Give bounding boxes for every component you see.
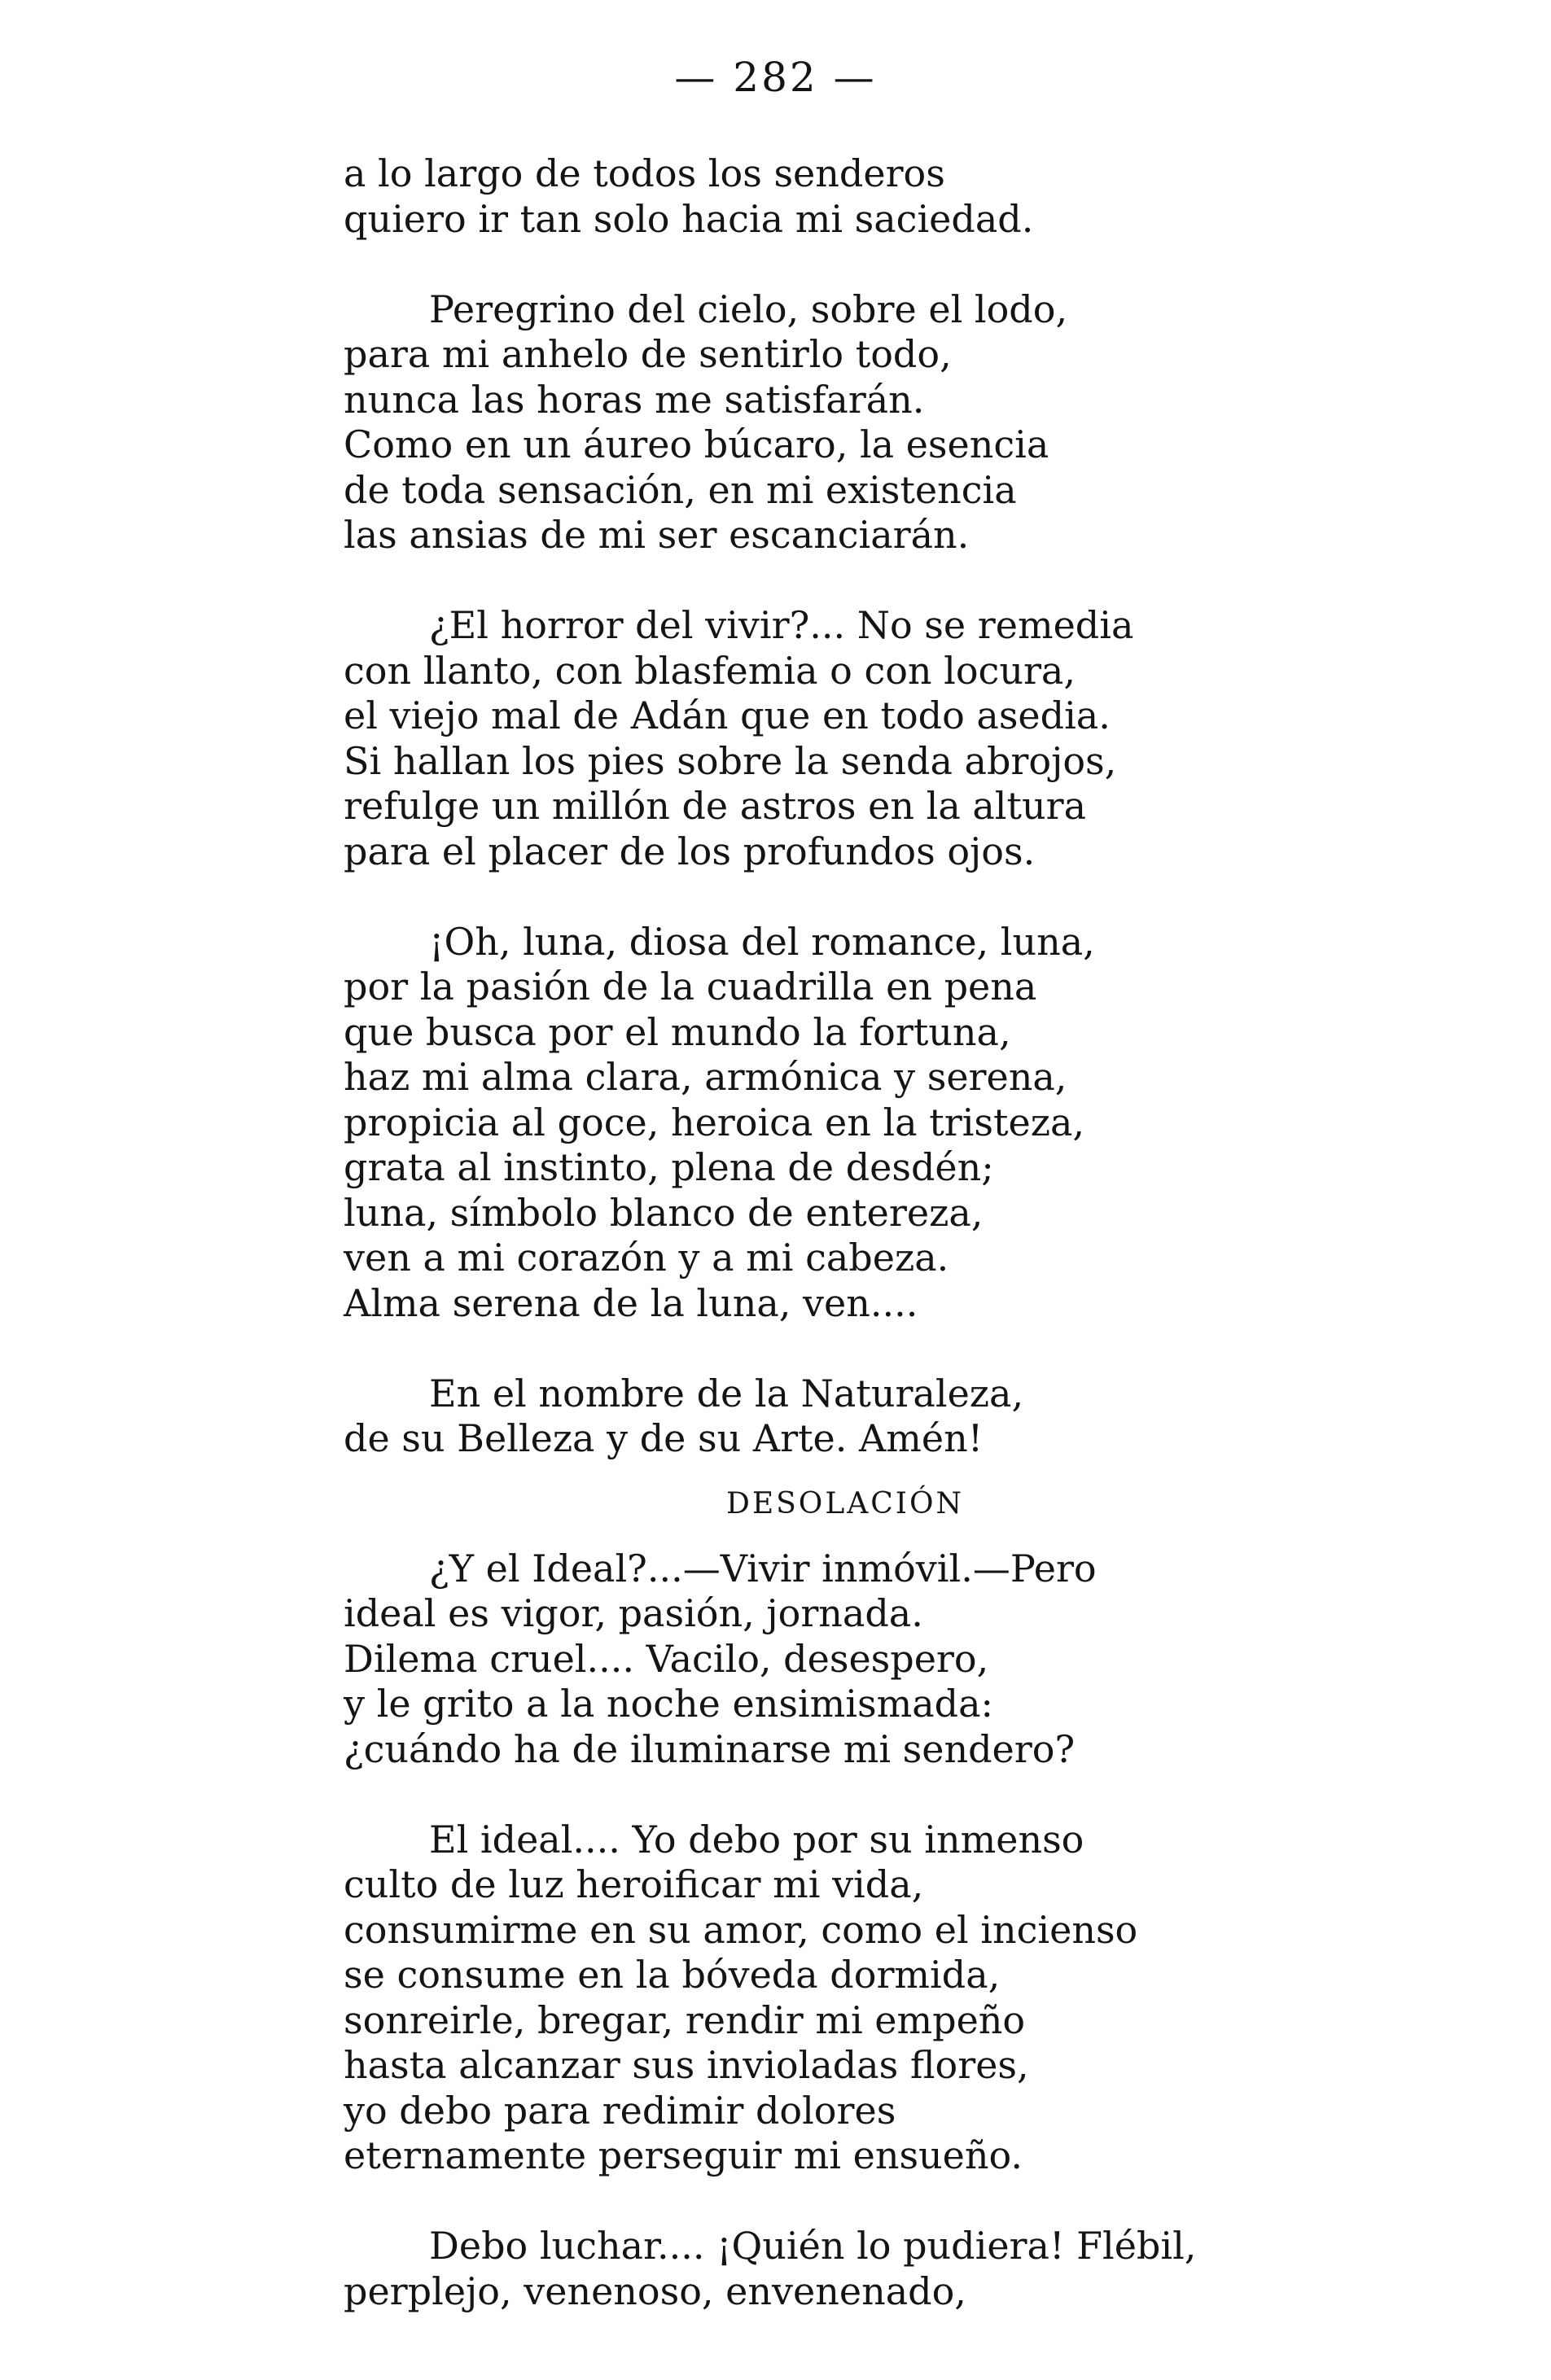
verse-line: Peregrino del cielo, sobre el lodo,	[429, 287, 1068, 331]
verse-line: Si hallan los pies sobre la senda abrojos,	[344, 738, 1117, 783]
verse-line: y le grito a la noche ensimismada:	[344, 1682, 993, 1726]
verse-line: Dilema cruel.... Vacilo, desespero,	[344, 1636, 989, 1681]
verse-line: consumirme en su amor, como el incienso	[344, 1907, 1138, 1952]
poem-text	[344, 151, 1288, 2314]
verse-line: luna, símbolo blanco de entereza,	[344, 1190, 984, 1235]
verse-line: ¿cuándo ha de iluminarse mi sendero?	[344, 1726, 1076, 1771]
verse-line: para el placer de los profundos ojos.	[344, 829, 1036, 873]
verse-line: ideal es vigor, pasión, jornada.	[344, 1591, 923, 1635]
verse-line: las ansias de mi ser escanciarán.	[344, 513, 970, 557]
verse-line: El ideal.... Yo debo por su inmenso	[429, 1817, 1084, 1862]
verse-line: Alma serena de la luna, ven....	[344, 1280, 918, 1325]
stanza-break	[344, 874, 1288, 920]
verse-line: con llanto, con blasfemia o con locura,	[344, 648, 1076, 693]
verse-line: ¡Oh, luna, diosa del romance, luna,	[429, 919, 1095, 964]
verse-line: el viejo mal de Adán que en todo asedia.	[344, 693, 1111, 737]
stanza-break	[344, 2179, 1288, 2225]
verse-line: Debo luchar.... ¡Quién lo pudiera! Flébil,	[429, 2224, 1197, 2268]
verse-line: ¿Y el Ideal?...—Vivir inmóvil.—Pero	[429, 1546, 1097, 1590]
verse-line: se consume en la bóveda dormida,	[344, 1953, 1001, 1997]
verse-line: Como en un áureo búcaro, la esencia	[344, 422, 1049, 466]
verse-line: para mi anhelo de sentirlo todo,	[344, 332, 952, 376]
verse-line: grata al instinto, plena de desdén;	[344, 1145, 994, 1189]
stanza-break	[344, 1772, 1288, 1818]
stanza-break	[344, 558, 1288, 604]
verse-line: sonreirle, bregar, rendir mi empeño	[344, 1997, 1026, 2042]
stanza-break	[344, 1326, 1288, 1372]
verse-line: hasta alcanzar sus inviolad​as flores,	[344, 2043, 1029, 2087]
verse-line: de su Belleza y de su Arte. Amén!	[344, 1416, 984, 1460]
verse-line: culto de luz heroificar mi vida,	[344, 1862, 924, 1906]
verse-line: quiero ir tan solo hacia mi saciedad.	[344, 196, 1034, 241]
stanza-break	[344, 242, 1288, 287]
page-number: — 282 —	[674, 54, 877, 101]
verse-line: que busca por el mundo la fortuna,	[344, 1009, 1011, 1054]
section-title: DESOLACIÓN	[726, 1486, 965, 1520]
verse-line: de toda sensación, en mi existencia	[344, 467, 1017, 512]
verse-line: nunca las horas me satisfarán.	[344, 377, 925, 422]
verse-line: yo debo para redimir dolores	[344, 2088, 896, 2133]
verse-line: En el nombre de la Naturaleza,	[429, 1371, 1024, 1415]
verse-line: propicia al goce, heroica en la tristeza,	[344, 1100, 1085, 1144]
verse-line: eternamente perseguir mi ensueño.	[344, 2133, 1023, 2177]
verse-line: haz mi alma clara, armónica y serena,	[344, 1055, 1067, 1099]
verse-line: perplejo, venenoso, envenenado,	[344, 2268, 966, 2313]
verse-line: refulge un millón de astros en la altura	[344, 784, 1087, 828]
verse-line: a lo largo de todos los senderos	[344, 151, 945, 195]
verse-line: por la pasión de la cuadrilla en pena	[344, 965, 1037, 1008]
verse-line: ¿El horror del vivir?... No se remedia	[429, 603, 1134, 647]
verse-line: ven a mi corazón y a mi cabeza.	[344, 1236, 949, 1280]
